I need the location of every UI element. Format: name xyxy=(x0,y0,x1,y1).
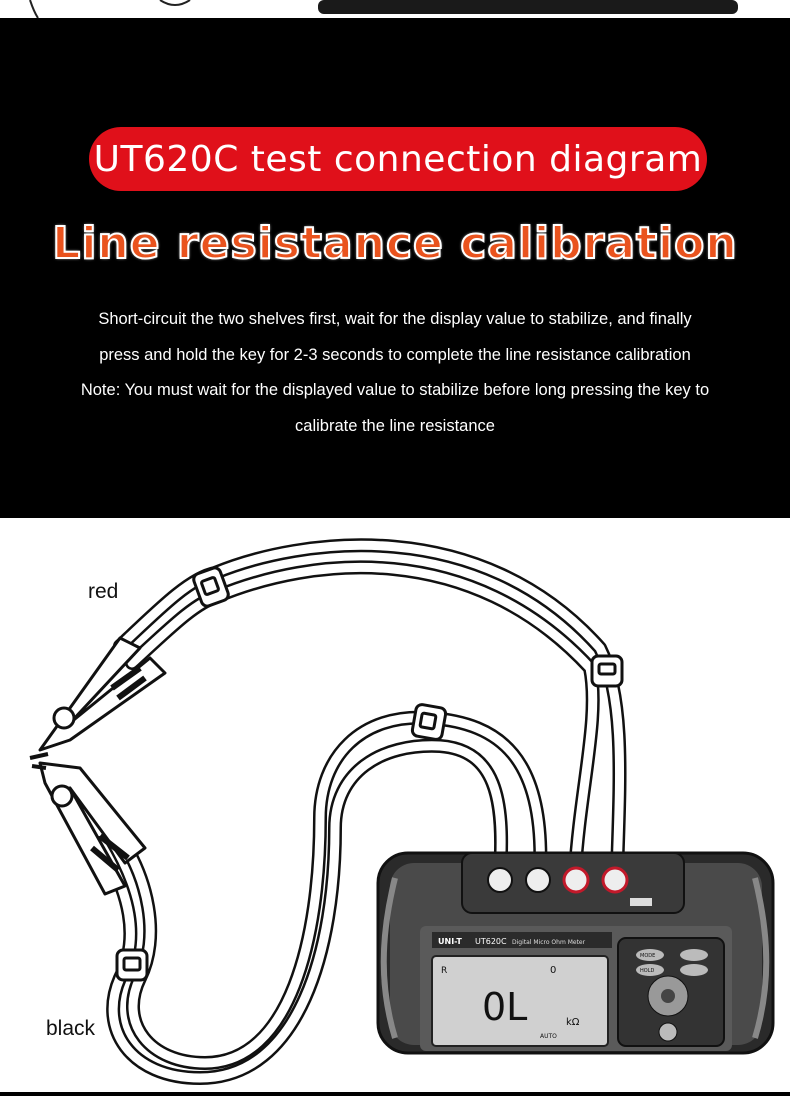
instruction-line-4: calibrate the line resistance xyxy=(295,416,495,435)
instruction-line-3: Note: You must wait for the displayed value to stabilize before long pressing the key to xyxy=(80,381,710,399)
hold-button-label: HOLD xyxy=(640,968,655,974)
lcd-auto-indicator: AUTO xyxy=(540,1033,557,1040)
connection-diagram xyxy=(0,518,790,1092)
previous-image-edge xyxy=(0,0,790,18)
lcd-range-indicator: 0 xyxy=(550,965,557,976)
lcd-reading: 0L xyxy=(482,985,528,1029)
lcd-mode-indicator: R xyxy=(441,966,448,976)
meter-labels xyxy=(0,518,790,1092)
mode-button-label: MODE xyxy=(640,953,656,959)
page-title: UT620C test connection diagram xyxy=(93,138,703,180)
page-title-pill xyxy=(89,127,707,191)
red-lead-label: red xyxy=(88,580,119,603)
lcd-unit: kΩ xyxy=(566,1017,580,1028)
instructions xyxy=(40,302,750,444)
section-heading: Line resistance calibration xyxy=(52,218,738,269)
black-lead-label: black xyxy=(46,1017,96,1040)
top-image-strip xyxy=(0,0,790,18)
meter-caption: Digital Micro Ohm Meter xyxy=(512,939,586,946)
meter-brand: UNI-T xyxy=(438,937,462,946)
instruction-line-2: press and hold the key for 2-3 seconds to complete the line resistance calibration xyxy=(99,345,691,364)
instruction-line-1: Short-circuit the two shelves first, wait for the display value to stabilize, and finally xyxy=(98,310,692,328)
meter-model: UT620C xyxy=(475,937,507,946)
